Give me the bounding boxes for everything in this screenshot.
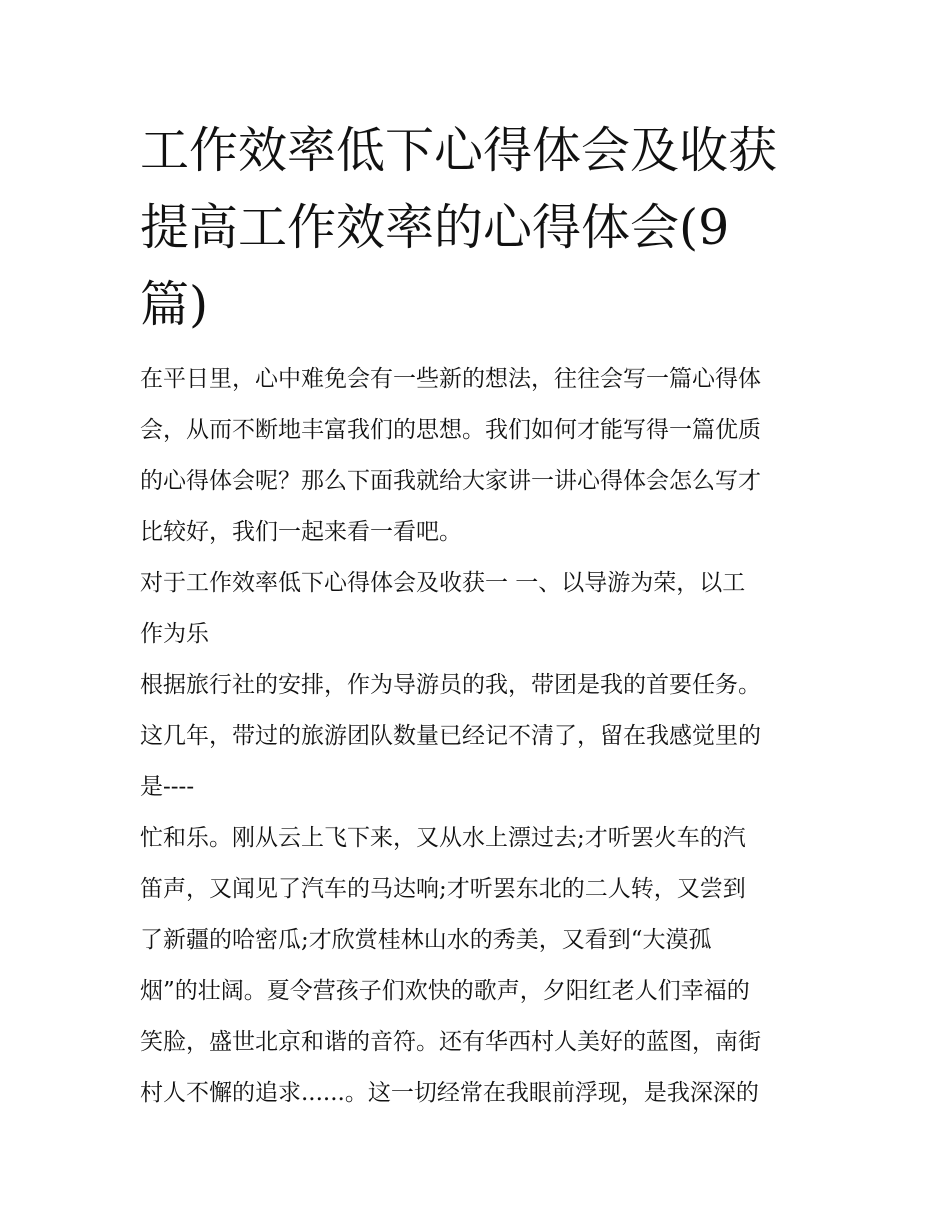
body-line: 在平日里，心中难免会有一些新的想法，往往会写一篇心得体: [140, 366, 761, 392]
body-line: 会，从而不断地丰富我们的思想。我们如何才能写得一篇优质: [140, 417, 761, 443]
body-line: 的心得体会呢？那么下面我就给大家讲一讲心得体会怎么写才: [140, 468, 761, 494]
body-line: 这几年，带过的旅游团队数量已经记不清了，留在我感觉里的: [140, 723, 761, 749]
document-title: [140, 112, 800, 343]
body-line: 是----: [140, 774, 195, 800]
document-body: [140, 354, 820, 1119]
body-line: 笑脸，盛世北京和谐的音符。还有华西村人美好的蓝图，南街: [140, 1029, 761, 1055]
body-line: 作为乐: [140, 621, 209, 647]
title-line-1: 工作效率低下心得体会及收获: [140, 122, 778, 179]
body-line: 笛声，又闻见了汽车的马达响;才听罢东北的二人转，又尝到: [140, 876, 746, 902]
body-line: 比较好，我们一起来看一看吧。: [140, 519, 462, 545]
body-line: 村人不懈的追求......。这一切经常在我眼前浮现，是我深深的: [140, 1080, 759, 1106]
title-line-2: 提高工作效率的心得体会(9: [140, 199, 730, 256]
body-line: 忙和乐。刚从云上飞下来，又从水上漂过去;才听罢火车的汽: [140, 825, 746, 851]
body-line: 了新疆的哈密瓜;才欣赏桂林山水的秀美，又看到“大漠孤: [140, 927, 712, 953]
title-line-3: 篇): [140, 276, 209, 333]
body-line: 对于工作效率低下心得体会及收获一 一、以导游为荣，以工: [140, 570, 746, 596]
body-line: 根据旅行社的安排，作为导游员的我，带团是我的首要任务。: [140, 672, 761, 698]
body-line: 烟”的壮阔。夏令营孩子们欢快的歌声，夕阳红老人们幸福的: [140, 978, 750, 1004]
